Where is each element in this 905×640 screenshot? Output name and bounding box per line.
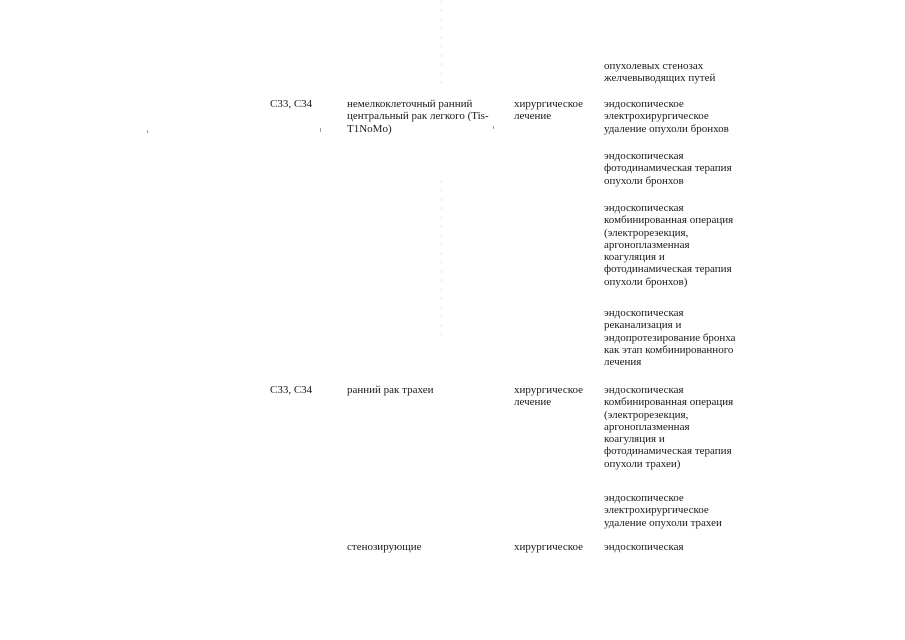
diagnosis-code: С33, С34 — [270, 384, 313, 396]
treatment-type: хирургическое — [514, 541, 584, 553]
scan-speck — [320, 128, 321, 132]
method-text: эндоскопическое электрохирургическое удаление опухоли трахеи — [604, 492, 722, 529]
scan-artifact-line — [441, 180, 442, 340]
method-text: эндоскопическая реканализация и эндопротезирование бронха как этап комбинированного лечения — [604, 307, 736, 369]
method-text: эндоскопическая фотодинамическая терапия опухоли бронхов — [604, 150, 732, 187]
diagnosis-code: С33, С34 — [270, 98, 313, 110]
diagnosis-text: немелкоклеточный ранний центральный рак легкого (Tis- T1NoMo) — [347, 98, 489, 135]
diagnosis-text: стенозирующие — [347, 541, 422, 553]
scan-artifact-line — [441, 0, 442, 90]
diagnosis-text: ранний рак трахеи — [347, 384, 434, 396]
treatment-type: хирургическое лечение — [514, 384, 584, 409]
scan-speck — [147, 130, 148, 133]
method-text: опухолевых стенозах желчевыводящих путей — [604, 60, 716, 85]
treatment-type: хирургическое лечение — [514, 98, 584, 123]
method-text: эндоскопическая комбинированная операция (электрорезекция, аргоноплазменная коагуляция и фотодинамическая терапия опухоли трахеи) — [604, 384, 734, 470]
method-text: эндоскопическое электрохирургическое удаление опухоли бронхов — [604, 98, 729, 135]
method-text: эндоскопическая комбинированная операция (электрорезекция, аргоноплазменная коагуляция и фотодинамическая терапия опухоли бронхов) — [604, 202, 734, 288]
method-text: эндоскопическая — [604, 541, 684, 553]
